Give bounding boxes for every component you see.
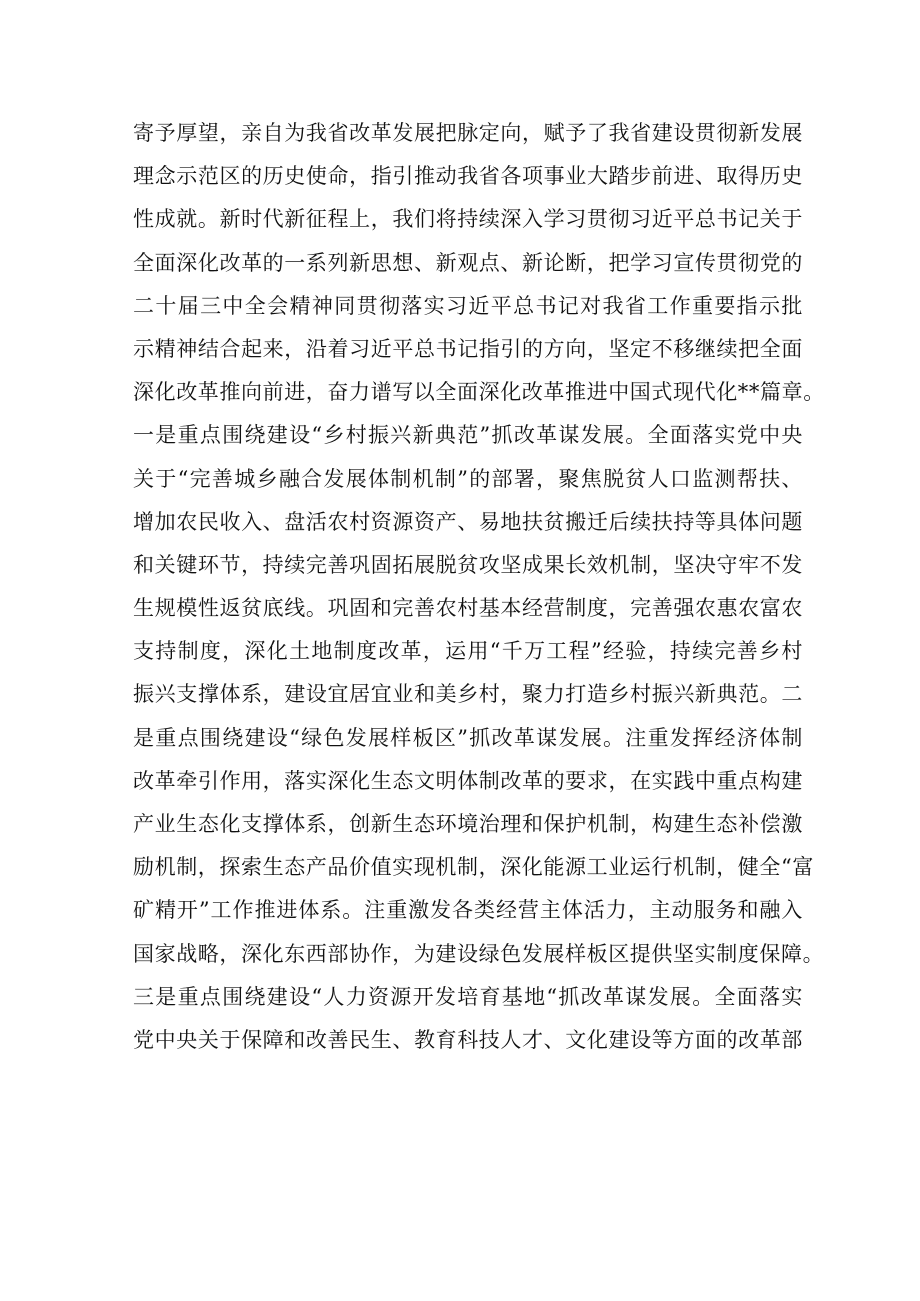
text-line: 二十届三中全会精神同贯彻落实习近平总书记对我省工作重要指示批 xyxy=(133,293,803,318)
text-line: 性成就。新时代新征程上，我们将持续深入学习贯彻习近平总书记关于 xyxy=(133,207,803,232)
text-line: 一是重点围绕建设“乡村振兴新典范”抓改革谋发展。全面落实党中央 xyxy=(133,423,803,448)
text-line: 关于“完善城乡融合发展体制机制”的部署，聚焦脱贫人口监测帮扶、 xyxy=(133,466,803,491)
text-line: 产业生态化支撑体系，创新生态环境治理和保护机制，构建生态补偿激 xyxy=(133,812,803,836)
text-line: 国家战略，深化东西部协作，为建设绿色发展样板区提供坚实制度保障。 xyxy=(133,941,825,966)
text-line: 深化改革推向前进，奋力谱写以全面深化改革推进中国式现代化**篇章。 xyxy=(133,380,825,405)
text-line: 理念示范区的历史使命，指引推动我省各项事业大踏步前进、取得历史 xyxy=(133,164,803,189)
text-line: 改革牵引作用，落实深化生态文明体制改革的要求，在实践中重点构建 xyxy=(133,768,803,793)
text-line: 三是重点围绕建设“人力资源开发培育基地“抓改革谋发展。全面落实 xyxy=(133,984,803,1009)
text-line: 增加农民收入、盘活农村资源资产、易地扶贫搬迁后续扶持等具体问题 xyxy=(133,509,803,534)
text-line: 示精神结合起来，沿着习近平总书记指引的方向，坚定不移继续把全面 xyxy=(133,336,803,361)
text-line: 生规模性返贫底线。巩固和完善农村基本经营制度，完善强农惠农富农 xyxy=(133,596,803,621)
text-line: 支持制度，深化土地制度改革，运用“千万工程”经验，持续完善乡村 xyxy=(133,639,803,664)
text-line: 全面深化改革的一系列新思想、新观点、新论断，把学习宣传贯彻党的 xyxy=(133,250,803,275)
text-line: 寄予厚望，亲自为我省改革发展把脉定向，赋予了我省建设贯彻新发展 xyxy=(133,121,803,145)
text-line: 励机制，探索生态产品价值实现机制，深化能源工业运行机制，健全“富 xyxy=(133,855,814,880)
text-line: 矿精开”工作推进体系。注重激发各类经营主体活力，主动服务和融入 xyxy=(133,898,803,923)
text-line: 和关键环节，持续完善巩固拓展脱贫攻坚成果长效机制，坚决守牢不发 xyxy=(133,552,803,577)
text-line: 是重点围绕建设“绿色发展样板区”抓改革谋发展。注重发挥经济体制 xyxy=(133,725,803,750)
document-body xyxy=(133,112,825,1062)
text-line: 振兴支撑体系，建设宜居宜业和美乡村，聚力打造乡村振兴新典范。二 xyxy=(133,682,803,707)
text-line: 党中央关于保障和改善民生、教育科技人才、文化建设等方面的改革部 xyxy=(133,1027,803,1052)
